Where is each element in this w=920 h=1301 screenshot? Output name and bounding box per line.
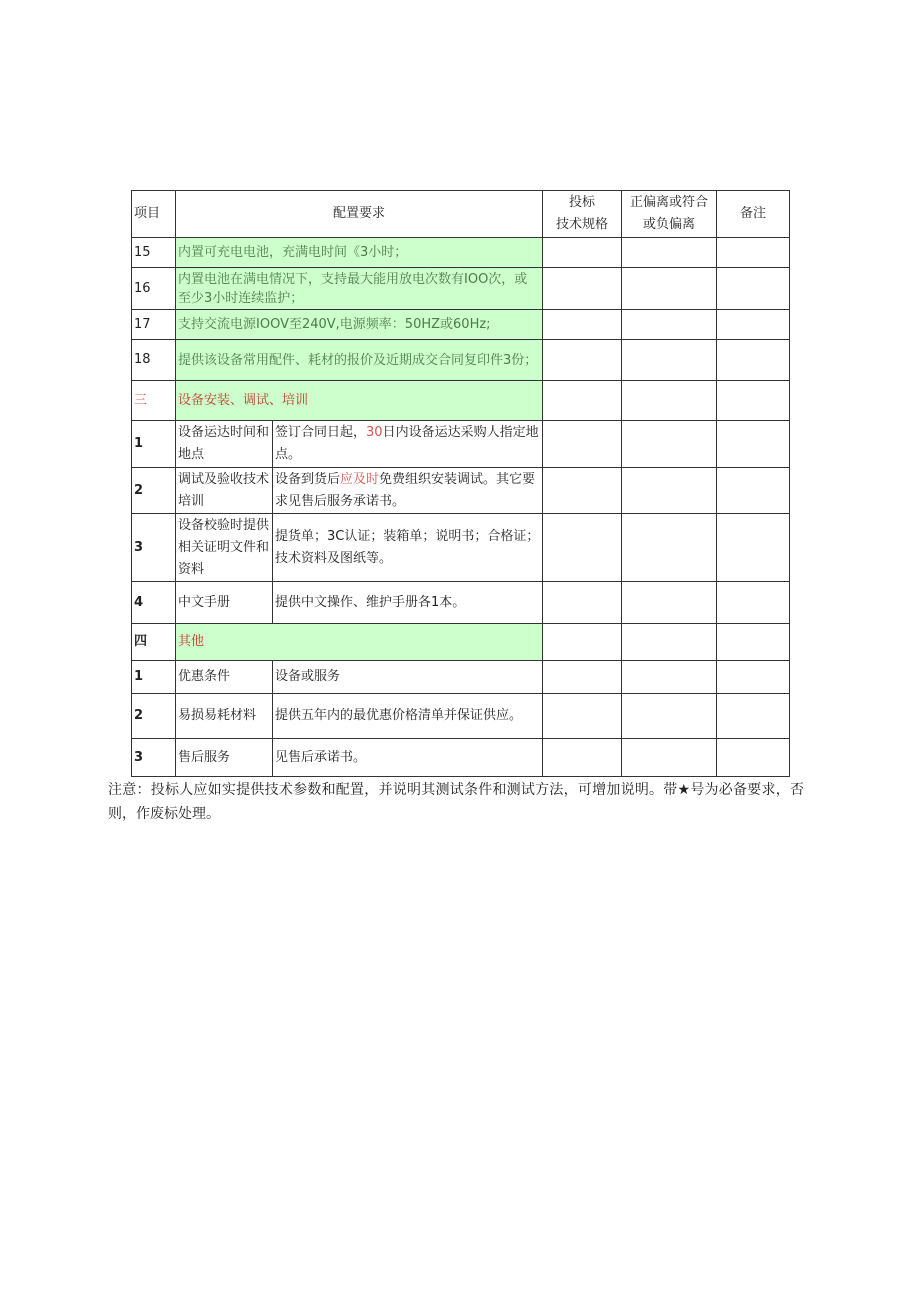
section-number: 四 xyxy=(132,624,176,661)
section-title: 其他 xyxy=(176,624,543,661)
cell-remark xyxy=(717,582,790,624)
cell-bid xyxy=(543,739,622,777)
header-item: 项目 xyxy=(132,191,176,238)
cell-deviation xyxy=(622,238,717,268)
row-number: 2 xyxy=(132,694,176,739)
row-number: 1 xyxy=(132,661,176,694)
table-row xyxy=(132,468,790,514)
cell-deviation xyxy=(622,381,717,421)
cell-remark xyxy=(717,624,790,661)
table-row xyxy=(132,340,790,381)
cell-bid xyxy=(543,624,622,661)
note-text: 注意：投标人应如实提供技术参数和配置，并说明其测试条件和测试方法，可增加说明。带★号为必备要求，否则，作废标处理。 xyxy=(108,782,804,822)
cell-bid xyxy=(543,514,622,582)
row-item: 优惠条件 xyxy=(176,661,273,694)
cell-deviation xyxy=(622,661,717,694)
table-row xyxy=(132,661,790,694)
cell-deviation xyxy=(622,694,717,739)
row-requirement: 见售后承诺书。 xyxy=(273,739,543,777)
cell-deviation xyxy=(622,310,717,340)
cell-remark xyxy=(717,381,790,421)
row-number: 17 xyxy=(132,310,176,340)
table-row xyxy=(132,739,790,777)
cell-remark xyxy=(717,661,790,694)
cell-bid xyxy=(543,310,622,340)
cell-remark xyxy=(717,238,790,268)
header-deviation: 正偏离或符合 或负偏离 xyxy=(622,191,717,238)
cell-remark xyxy=(717,514,790,582)
cell-bid xyxy=(543,694,622,739)
row-requirement: 签订合同日起，30日内设备运达采购人指定地点。 xyxy=(273,421,543,468)
cell-deviation xyxy=(622,624,717,661)
cell-remark xyxy=(717,268,790,310)
header-config: 配置要求 xyxy=(176,191,543,238)
row-requirement: 设备或服务 xyxy=(273,661,543,694)
table-row xyxy=(132,238,790,268)
row-requirement: 内置电池在满电情况下，支持最大能用放电次数有IOO次，或至少3小时连续监护； xyxy=(176,268,543,310)
row-item: 调试及验收技术培训 xyxy=(176,468,273,514)
row-requirement: 内置可充电电池，充满电时间《3小时； xyxy=(176,238,543,268)
row-number: 16 xyxy=(132,268,176,310)
row-item: 设备校验时提供相关证明文件和资料 xyxy=(176,514,273,582)
header-remark: 备注 xyxy=(717,191,790,238)
row-item: 易损易耗材料 xyxy=(176,694,273,739)
row-number: 15 xyxy=(132,238,176,268)
cell-remark xyxy=(717,310,790,340)
cell-bid xyxy=(543,340,622,381)
cell-bid xyxy=(543,582,622,624)
row-item: 中文手册 xyxy=(176,582,273,624)
row-number: 1 xyxy=(132,421,176,468)
table-row xyxy=(132,582,790,624)
row-number: 18 xyxy=(132,340,176,381)
row-requirement: 设备到货后应及时免费组织安装调试。其它要求见售后服务承诺书。 xyxy=(273,468,543,514)
cell-bid xyxy=(543,661,622,694)
cell-deviation xyxy=(622,582,717,624)
row-number: 3 xyxy=(132,514,176,582)
header-bid-spec: 投标 技术规格 xyxy=(543,191,622,238)
section-title: 设备安装、调试、培训 xyxy=(176,381,543,421)
table-row xyxy=(132,421,790,468)
cell-deviation xyxy=(622,468,717,514)
cell-deviation xyxy=(622,514,717,582)
section-number: 三 xyxy=(132,381,176,421)
row-item: 设备运达时间和地点 xyxy=(176,421,273,468)
row-number: 2 xyxy=(132,468,176,514)
cell-remark xyxy=(717,468,790,514)
cell-bid xyxy=(543,381,622,421)
table-row xyxy=(132,310,790,340)
row-requirement: 提供中文操作、维护手册各1本。 xyxy=(273,582,543,624)
row-number: 4 xyxy=(132,582,176,624)
cell-bid xyxy=(543,268,622,310)
cell-deviation xyxy=(622,340,717,381)
row-requirement: 支持交流电源IOOV至240V,电源频率：50HZ或60Hz; xyxy=(176,310,543,340)
row-requirement: 提供五年内的最优惠价格清单并保证供应。 xyxy=(273,694,543,739)
cell-bid xyxy=(543,468,622,514)
header-row xyxy=(132,191,790,238)
cell-remark xyxy=(717,421,790,468)
spec-table xyxy=(131,190,790,777)
cell-deviation xyxy=(622,268,717,310)
table-row xyxy=(132,694,790,739)
row-number: 3 xyxy=(132,739,176,777)
cell-remark xyxy=(717,739,790,777)
row-requirement: 提供该设备常用配件、耗材的报价及近期成交合同复印件3份； xyxy=(176,340,543,381)
row-item: 售后服务 xyxy=(176,739,273,777)
cell-remark xyxy=(717,694,790,739)
section-row xyxy=(132,381,790,421)
cell-bid xyxy=(543,421,622,468)
section-row xyxy=(132,624,790,661)
cell-remark xyxy=(717,340,790,381)
table-row xyxy=(132,268,790,310)
cell-bid xyxy=(543,238,622,268)
table-row xyxy=(132,514,790,582)
cell-deviation xyxy=(622,739,717,777)
cell-deviation xyxy=(622,421,717,468)
row-requirement: 提货单；3C认证；装箱单；说明书；合格证；技术资料及图纸等。 xyxy=(273,514,543,582)
